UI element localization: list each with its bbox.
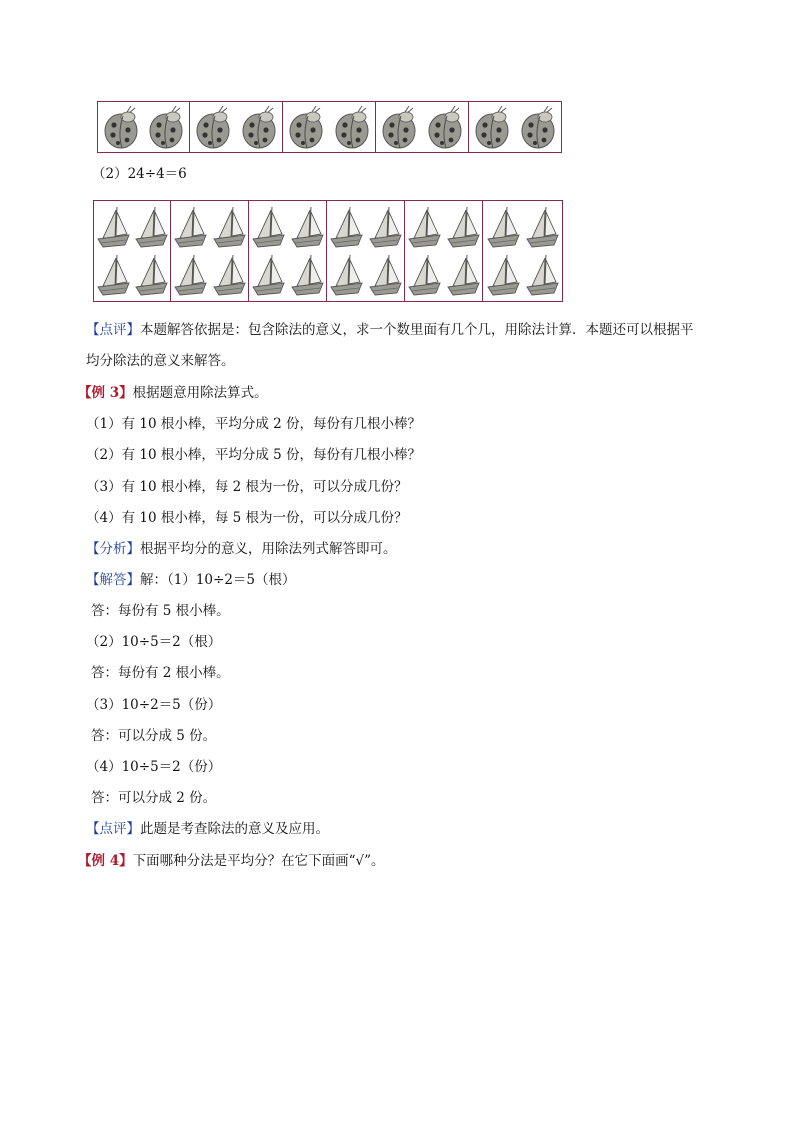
sailboat-icon [172, 204, 208, 250]
ladybug-group [190, 101, 283, 153]
question-3: （3）有 10 根小棒，每 2 根为一份，可以分成几份？ [86, 479, 408, 495]
boat-group [93, 200, 171, 302]
sailboat-icon [95, 204, 131, 250]
sailboat-icon [289, 252, 325, 298]
ladybug-icon [472, 104, 512, 150]
sailboat-icon [250, 204, 286, 250]
sailboat-icon [289, 204, 325, 250]
example-3-heading [78, 383, 268, 403]
boat-group [483, 200, 563, 302]
sailboat-icon [211, 204, 247, 250]
sailboat-icon [485, 204, 521, 250]
ladybug-icon [146, 104, 186, 150]
solution-4: （4）10÷5＝2（份） [86, 759, 222, 775]
ladybug-icon [239, 104, 279, 150]
sailboat-icon [406, 204, 442, 250]
sailboat-icon [485, 252, 521, 298]
example-3-title: 根据题意用除法算式。 [132, 385, 268, 401]
sailboat-icon [367, 204, 403, 250]
answer-3: 答：可以分成 5 份。 [91, 728, 217, 744]
sailboat-icon [406, 252, 442, 298]
ladybug-group [469, 101, 562, 153]
solution-2: （2）10÷5＝2（根） [86, 634, 222, 650]
comment-2-tag: 【点评】 [86, 821, 140, 837]
sailboat-icon [328, 252, 364, 298]
equation-2: （2）24÷4＝6 [92, 166, 187, 182]
question-2: （2）有 10 根小棒，平均分成 5 份，每份有几根小棒？ [86, 447, 422, 463]
analysis-tag: 【分析】 [86, 541, 140, 557]
answer-line [86, 570, 296, 590]
sailboat-icon [445, 252, 481, 298]
boat-group [327, 200, 405, 302]
ladybug-icon [286, 104, 326, 150]
question-4: （4）有 10 根小棒，每 5 根为一份，可以分成几份？ [86, 510, 408, 526]
ladybug-icon [518, 104, 558, 150]
sailboat-icon [211, 252, 247, 298]
answer-tag: 【解答】 [86, 572, 140, 588]
ladybug-groups-figure [97, 101, 562, 153]
ladybug-group [97, 101, 190, 153]
ladybug-icon [379, 104, 419, 150]
example-3-tag: 【例 3】 [78, 385, 133, 401]
comment-1-line-1 [86, 320, 694, 340]
sailboat-icon [524, 252, 560, 298]
ladybug-group [376, 101, 469, 153]
comment-2-text: 此题是考查除法的意义及应用。 [140, 821, 329, 837]
answer-2: 答：每份有 2 根小棒。 [91, 665, 230, 681]
analysis-text: 根据平均分的意义，用除法列式解答即可。 [140, 541, 397, 557]
sailboat-icon [250, 252, 286, 298]
ladybug-icon [101, 104, 141, 150]
boat-group [405, 200, 483, 302]
ladybug-icon [425, 104, 465, 150]
comment-2-line [86, 819, 329, 839]
ladybug-group [283, 101, 376, 153]
question-1: （1）有 10 根小棒，平均分成 2 份，每份有几根小棒？ [86, 416, 422, 432]
analysis-line [86, 539, 397, 559]
answer-4: 答：可以分成 2 份。 [91, 790, 217, 806]
comment-tag: 【点评】 [86, 322, 140, 338]
example-4-heading [78, 851, 385, 871]
ladybug-icon [193, 104, 233, 150]
boat-group [171, 200, 249, 302]
sailboat-icon [95, 252, 131, 298]
sailboat-icon [172, 252, 208, 298]
boat-groups-figure [93, 200, 563, 302]
boat-group [249, 200, 327, 302]
comment-1-line-2: 均分除法的意义来解答。 [86, 353, 235, 369]
example-4-tag: 【例 4】 [78, 853, 133, 869]
example-4-title: 下面哪种分法是平均分？在它下面画“√”。 [132, 853, 385, 869]
comment-text: 本题解答依据是：包含除法的意义，求一个数里面有几个几，用除法计算．本题还可以根据平 [140, 322, 694, 338]
ladybug-icon [332, 104, 372, 150]
sailboat-icon [133, 204, 169, 250]
sailboat-icon [328, 204, 364, 250]
solution-3: （3）10÷2＝5（份） [86, 697, 222, 713]
sailboat-icon [367, 252, 403, 298]
answer-solution-1: 解：（1）10÷2＝5（根） [140, 572, 296, 588]
answer-1: 答：每份有 5 根小棒。 [91, 603, 230, 619]
sailboat-icon [133, 252, 169, 298]
sailboat-icon [524, 204, 560, 250]
sailboat-icon [445, 204, 481, 250]
